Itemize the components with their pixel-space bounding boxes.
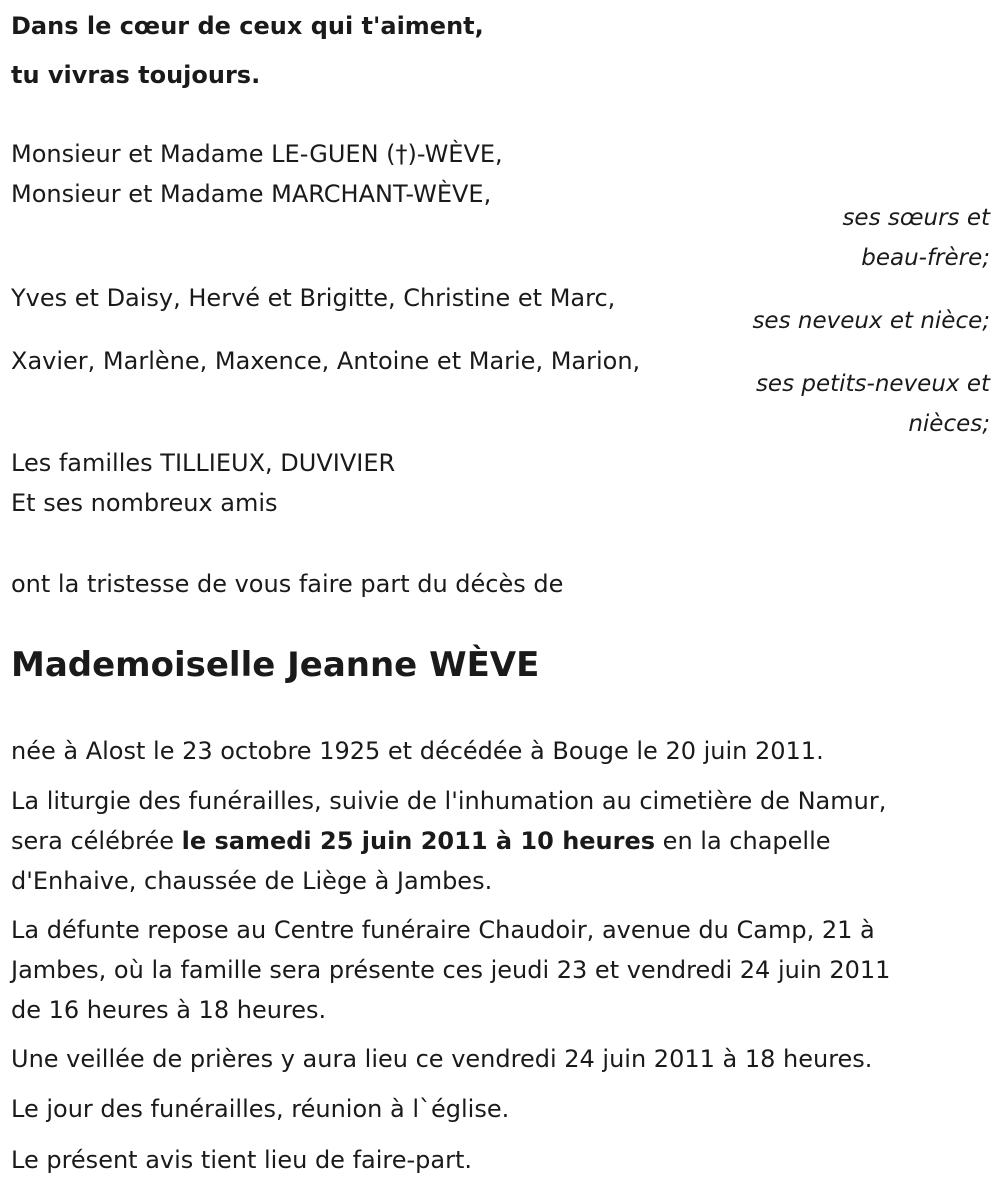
grandnephews-line: Xavier, Marlène, Maxence, Antoine et Marie, Marion, <box>11 347 641 375</box>
announcement: ont la tristesse de vous faire part du décès de <box>11 570 564 598</box>
rest-line-1: La défunte repose au Centre funéraire Chaudoir, avenue du Camp, 21 à <box>11 916 875 944</box>
notice-line: Le présent avis tient lieu de faire-part. <box>11 1146 473 1174</box>
nephews-line: Yves et Daisy, Hervé et Brigitte, Christine et Marc, <box>11 284 616 312</box>
birth-death-line: née à Alost le 23 octobre 1925 et décédée à Bouge le 20 juin 2011. <box>11 737 824 765</box>
liturgy-line-3: d'Enhaive, chaussée de Liège à Jambes. <box>11 867 493 895</box>
sisters-role-2: beau-frère; <box>861 245 990 271</box>
liturgy-line-1: La liturgie des funérailles, suivie de l'inhumation au cimetière de Namur, <box>11 787 887 815</box>
sisters-line-2: Monsieur et Madame MARCHANT-WÈVE, <box>11 180 492 208</box>
sisters-line-1: Monsieur et Madame LE-GUEN (†)-WÈVE, <box>11 140 503 168</box>
rest-line-3: de 16 heures à 18 heures. <box>11 996 327 1024</box>
nephews-role: ses neveux et nièce; <box>752 308 990 334</box>
liturgy-line-2 <box>11 821 831 861</box>
friends-line: Et ses nombreux amis <box>11 489 278 517</box>
vigil-line: Une veillée de prières y aura lieu ce vendredi 24 juin 2011 à 18 heures. <box>11 1045 873 1073</box>
epigraph-line-1: Dans le cœur de ceux qui t'aiment, <box>11 12 484 40</box>
grandnephews-role-2: nièces; <box>908 411 990 437</box>
rest-line-2: Jambes, où la famille sera présente ces jeudi 23 et vendredi 24 juin 2011 <box>11 956 891 984</box>
sisters-role-1: ses sœurs et <box>842 205 990 231</box>
meeting-line: Le jour des funérailles, réunion à l`église. <box>11 1095 510 1123</box>
epigraph-line-2: tu vivras toujours. <box>11 61 261 89</box>
deceased-name: Mademoiselle Jeanne WÈVE <box>11 645 540 685</box>
families-line: Les familles TILLIEUX, DUVIVIER <box>11 449 396 477</box>
grandnephews-role-1: ses petits-neveux et <box>755 371 990 397</box>
liturgy-pre: sera célébrée <box>11 827 182 855</box>
funeral-date-time: le samedi 25 juin 2011 à 10 heures <box>181 827 656 855</box>
liturgy-post: en la chapelle <box>655 827 831 855</box>
